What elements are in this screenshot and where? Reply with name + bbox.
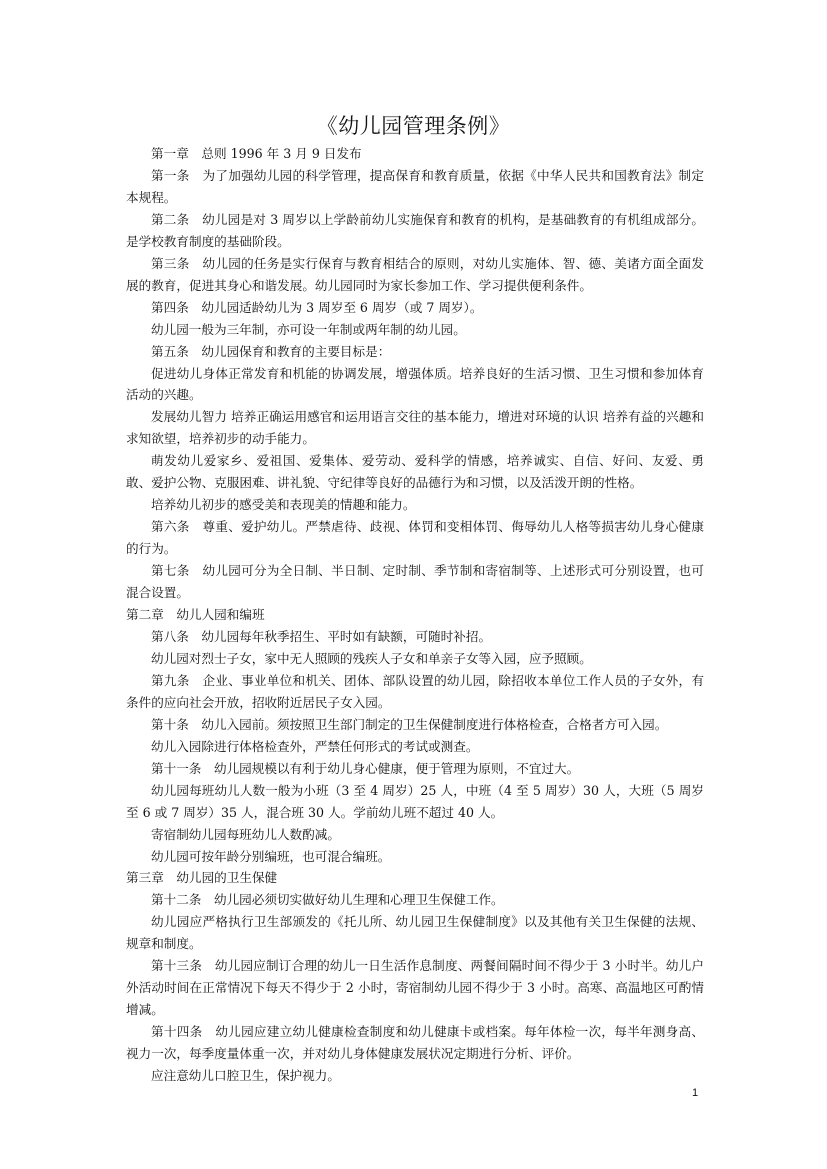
article-paragraph: 培养幼儿初步的感受美和表现美的情趣和能力。: [151, 497, 416, 513]
article-paragraph: 幼儿园一般为三年制，亦可设一年制或两年制的幼儿园。: [151, 321, 466, 337]
article-paragraph: 第六条 尊重、爱护幼儿。严禁虐待、歧视、体罚和变相体罚、侮辱幼儿人格等损害幼儿身心健康的行为。: [126, 519, 704, 557]
article-paragraph: 第五条 幼儿园保育和教育的主要目标是：: [151, 343, 391, 359]
article-paragraph: 应注意幼儿口腔卫生，保护视力。: [151, 1068, 340, 1084]
article-paragraph: 第四条 幼儿园适龄幼儿为 3 周岁至 6 周岁（或 7 周岁）。: [151, 299, 483, 315]
document-body: [126, 143, 704, 1087]
article-paragraph: 幼儿园每班幼儿人数一般为小班（3 至 4 周岁）25 人，中班（4 至 5 周岁）30 人，大班（5 周岁至 6 或 7 周岁）35 人，混合班 30 人。学前幼儿班不超过 40 人。: [126, 782, 704, 820]
article-paragraph: 第十四条 幼儿园应建立幼儿健康检查制度和幼儿健康卡或档案。每年体检一次，每半年测身高、视力一次，每季度量体重一次，并对幼儿身体健康发展状况定期进行分析、评价。: [126, 1024, 704, 1062]
article-paragraph: 萌发幼儿爱家乡、爱祖国、爱集体、爱劳动、爱科学的情感，培养诚实、自信、好问、友爱、勇敢、爱护公物、克服困难、讲礼貌、守纪律等良好的品德行为和习惯，以及活泼开朗的性格。: [126, 453, 704, 491]
article-paragraph: 第八条 幼儿园每年秋季招生、平时如有缺额，可随时补招。: [151, 628, 492, 644]
article-paragraph: 第九条 企业、事业单位和机关、团体、部队设置的幼儿园，除招收本单位工作人员的子女外，有条件的应向社会开放，招收附近居民子女入园。: [126, 672, 704, 710]
chapter-heading: 第三章 幼儿园的卫生保健: [126, 870, 278, 886]
article-paragraph: 幼儿入园除进行体格检查外，严禁任何形式的考试或测查。: [151, 738, 479, 754]
article-paragraph: 促进幼儿身体正常发育和机能的协调发展，增强体质。培养良好的生活习惯、卫生习惯和参加体育活动的兴趣。: [126, 365, 704, 403]
document-title: 《幼儿园管理条例》: [316, 114, 511, 138]
article-paragraph: 第二条 幼儿园是对 3 周岁以上学龄前幼儿实施保育和教育的机构，是基础教育的有机组成部分。是学校教育制度的基础阶段。: [126, 211, 704, 249]
article-paragraph: 幼儿园应严格执行卫生部颁发的《托儿所、幼儿园卫生保健制度》以及其他有关卫生保健的法规、规章和制度。: [126, 914, 704, 952]
article-paragraph: 第十三条 幼儿园应制订合理的幼儿一日生活作息制度、两餐间隔时间不得少于 3 小时半。幼儿户外活动时间在正常情况下每天不得少于 2 小时，寄宿制幼儿园不得少于 3 小时。高寒、高温地区可酌情增减。: [126, 958, 704, 1018]
article-paragraph: 第十二条 幼儿园必须切实做好幼儿生理和心理卫生保健工作。: [151, 892, 504, 908]
chapter-heading: 第二章 幼儿人园和编班: [126, 607, 265, 623]
page-number: 1: [692, 1087, 699, 1099]
article-paragraph: 发展幼儿智力 培养正确运用感官和运用语言交往的基本能力，增进对环境的认识 培养有益的兴趣和求知欲望，培养初步的动手能力。: [126, 409, 704, 447]
article-paragraph: 第一章 总则 1996 年 3 月 9 日发布: [151, 146, 362, 161]
article-paragraph: 第三条 幼儿园的任务是实行保育与教育相结合的原则，对幼儿实施体、智、德、美诸方面全面发展的教育，促进其身心和谐发展。幼儿园同时为家长参加工作、学习提供便利条件。: [126, 255, 704, 293]
article-paragraph: 幼儿园可按年龄分别编班，也可混合编班。: [151, 848, 391, 864]
article-paragraph: 第一条 为了加强幼儿园的科学管理，提高保育和教育质量，依据《中华人民共和国教育法》制定本规程。: [126, 167, 704, 205]
article-paragraph: 第十一条 幼儿园规模以有利于幼儿身心健康，便于管理为原则，不宜过大。: [151, 760, 580, 776]
article-paragraph: 寄宿制幼儿园每班幼儿人数酌减。: [151, 826, 340, 842]
article-paragraph: 第十条 幼儿入园前。须按照卫生部门制定的卫生保健制度进行体格检查，合格者方可入园。: [151, 716, 668, 732]
article-paragraph: 第七条 幼儿园可分为全日制、半日制、定时制、季节制和寄宿制等、上述形式可分别设置，也可混合设置。: [126, 563, 704, 601]
article-paragraph: 幼儿园对烈士子女，家中无人照顾的残疾人子女和单亲子女等入园，应予照顾。: [151, 650, 592, 666]
